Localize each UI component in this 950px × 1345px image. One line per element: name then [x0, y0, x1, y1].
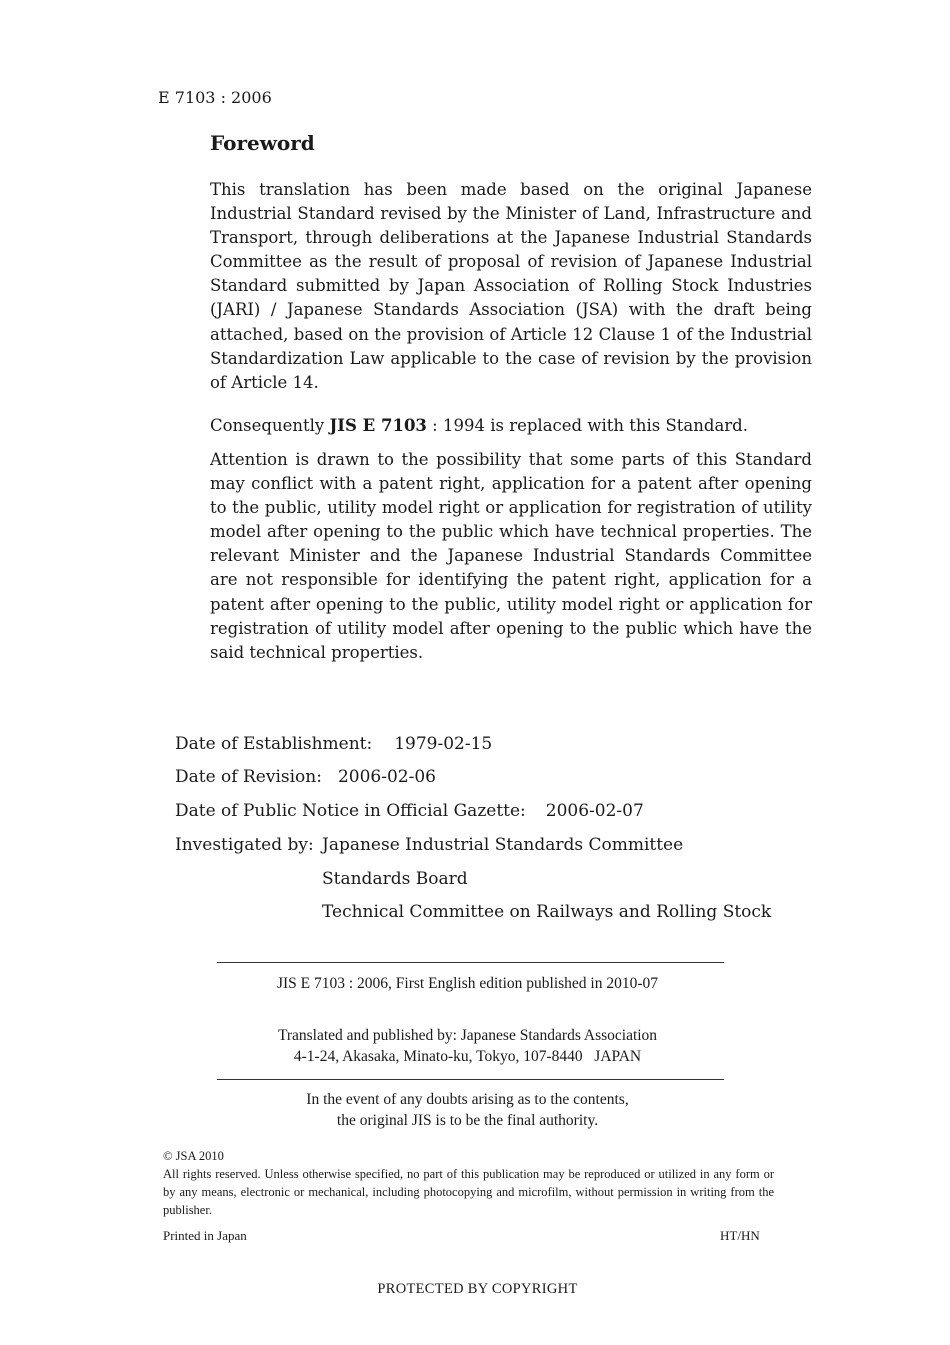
- authority-line-1: In the event of any doubts arising as to the contents,: [306, 1091, 629, 1108]
- public-notice-value: 2006-02-07: [545, 801, 644, 821]
- establishment-date-row: [175, 734, 492, 754]
- document-code: E 7103 : 2006: [158, 88, 272, 107]
- authority-line-2: the original JIS is to be the final authority.: [336, 1112, 599, 1129]
- investigated-by-board: Standards Board: [322, 869, 468, 889]
- revision-label: Date of Revision:: [175, 767, 322, 787]
- publisher-line: Translated and published by: Japanese Standards Association: [277, 1027, 658, 1044]
- investigated-by-technical-committee: Technical Committee on Railways and Rolling Stock: [322, 902, 772, 922]
- publisher-address: 4-1-24, Akasaka, Minato-ku, Tokyo, 107-8440 JAPAN: [293, 1048, 642, 1065]
- replaced-standard-code: JIS E 7103: [329, 416, 427, 435]
- foreword-paragraph-2: [210, 414, 812, 438]
- document-reference-code: HT/HN: [720, 1228, 760, 1243]
- revision-value: 2006-02-06: [337, 767, 436, 787]
- divider-bottom: [217, 1079, 724, 1080]
- revision-date-row: [175, 767, 436, 787]
- investigated-by-label: Investigated by:: [175, 835, 314, 855]
- replacement-text-pre: Consequently: [210, 416, 330, 435]
- foreword-paragraph-1: This translation has been made based on the original Japanese Industrial Standard revised by the Minister of Land, Infrastructure and Transport, through deliberations at the Japanese Industrial Standards Committee as the result of proposal of revision of Japanese Industrial Standard submitted by Japan Association of Rolling Stock Industries (JARI) / Japanese Standards Association (JSA) with the draft being attached, based on the provision of Article 12 Clause 1 of the Industrial Standardization Law applicable to the case of revision by the provision of Article 14.: [210, 180, 812, 392]
- printed-in: Printed in Japan: [163, 1228, 247, 1243]
- edition-line: JIS E 7103 : 2006, First English edition published in 2010-07: [276, 975, 659, 992]
- protected-by-copyright: PROTECTED BY COPYRIGHT: [377, 1281, 578, 1297]
- foreword-paragraph-3: Attention is drawn to the possibility that some parts of this Standard may conflict with a patent right, application for a patent after opening to the public, utility model right or application for registration of utility model after opening to the public which have technical properties. The relevant Minister and the Japanese Industrial Standards Committee are not responsible for identifying the patent right, application for a patent after opening to the public, utility model right or application for registration of utility model after opening to the public which have the said technical properties.: [210, 450, 812, 662]
- replacement-text-post: : 1994 is replaced with this Standard.: [426, 416, 748, 435]
- establishment-label: Date of Establishment:: [175, 734, 373, 754]
- foreword-title: Foreword: [210, 131, 315, 155]
- divider-top: [217, 962, 724, 963]
- investigated-by-committee: Japanese Industrial Standards Committee: [322, 835, 684, 855]
- public-notice-label: Date of Public Notice in Official Gazette:: [175, 801, 526, 821]
- establishment-value: 1979-02-15: [394, 734, 493, 754]
- copyright-notice: © JSA 2010: [163, 1149, 224, 1163]
- public-notice-date-row: [175, 801, 644, 821]
- rights-statement: All rights reserved. Unless otherwise specified, no part of this publication may be reproduced or utilized in any form or by any means, electronic or mechanical, including photocopying and microfilm, without permission in writing from the publisher.: [163, 1167, 774, 1217]
